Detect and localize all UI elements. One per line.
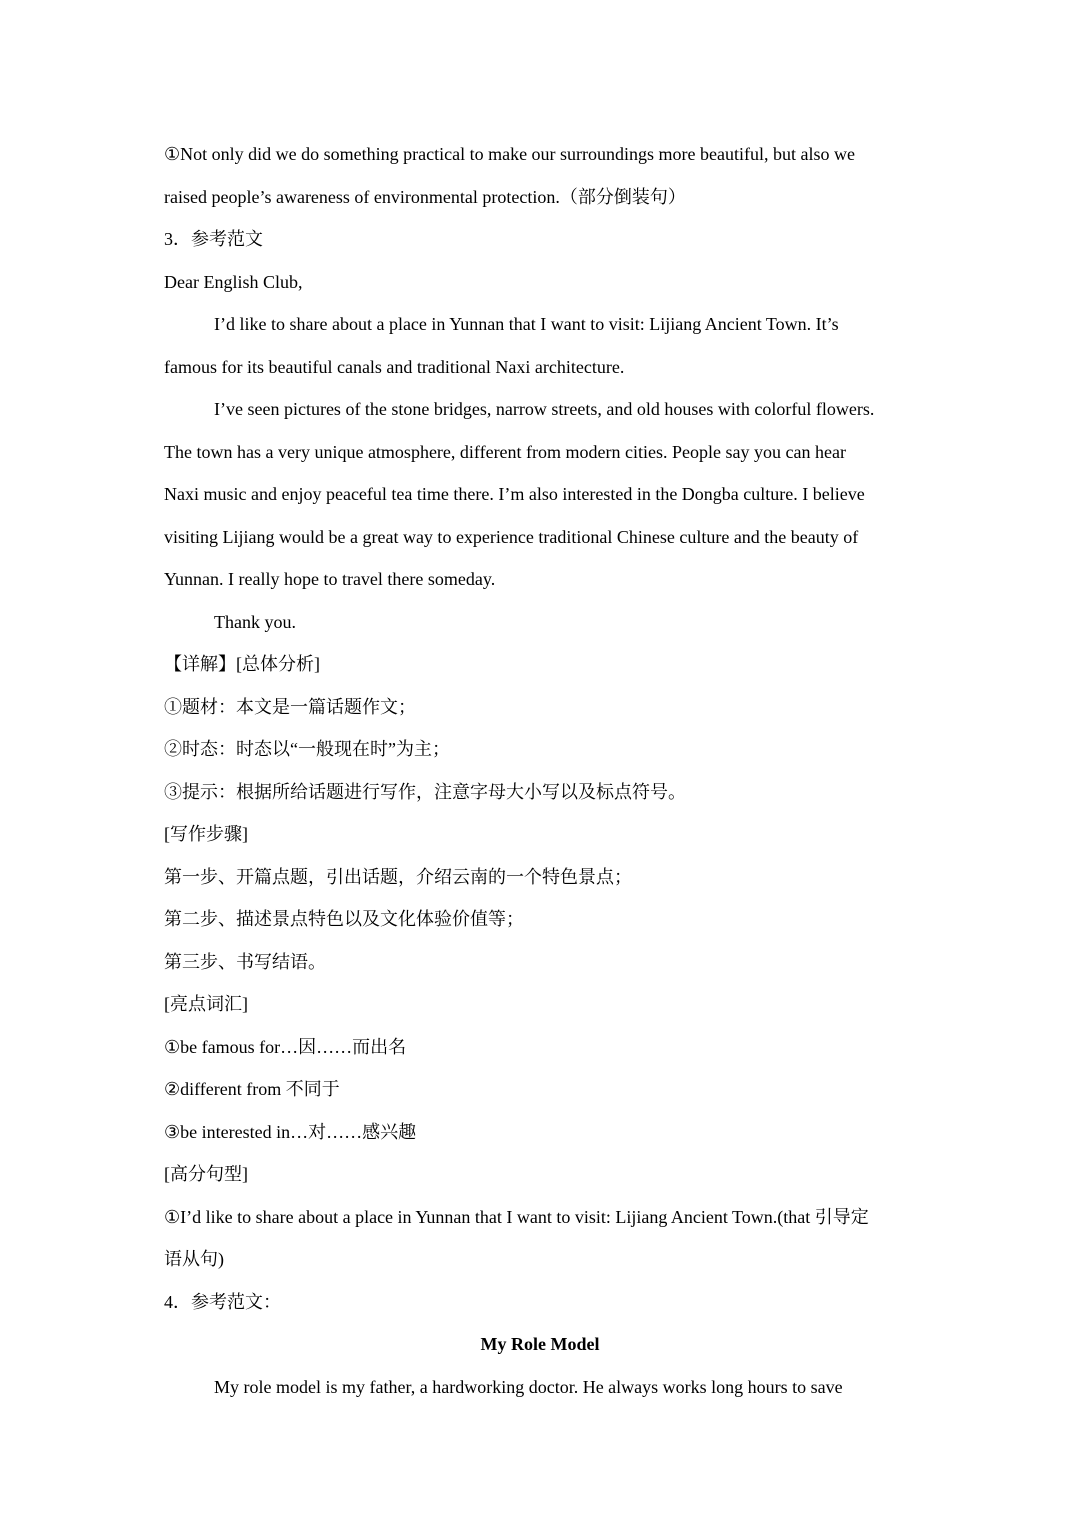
text-line: 4．参考范文： (164, 1291, 281, 1312)
text-line: ①I’d like to share about a place in Yunnan that I want to visit: Lijiang Ancient Town.(that 引导定 (164, 1206, 869, 1227)
text-line: 语从句) (164, 1249, 224, 1269)
text-line: Dear English Club, (164, 271, 303, 292)
text-line: Thank you. (214, 611, 296, 632)
text-line: The town has a very unique atmosphere, different from modern cities. People say you can hear (164, 441, 846, 462)
text-line: ①题材：本文是一篇话题作文； (164, 696, 416, 717)
text-line: 【详解】[总体分析] (164, 654, 320, 674)
essay-title: My Role Model (480, 1334, 600, 1354)
text-line: 第二步、描述景点特色以及文化体验价值等； (164, 909, 524, 929)
document-body (164, 133, 916, 1408)
text-line: ②different from 不同于 (164, 1079, 340, 1099)
text-line: [亮点词汇] (164, 994, 248, 1014)
text-lines (164, 133, 916, 1323)
text-line: ③be interested in…对……感兴趣 (164, 1121, 417, 1142)
text-line: ②时态：时态以“一般现在时”为主； (164, 739, 450, 759)
text-line: [高分句型] (164, 1164, 248, 1184)
text-line: 第三步、书写结语。 (164, 951, 326, 972)
text-line: Naxi music and enjoy peaceful tea time there. I’m also interested in the Dongba culture. I believe (164, 484, 865, 504)
text-line: Yunnan. I really hope to travel there someday. (164, 569, 496, 589)
text-line: 3．参考范文 (164, 229, 263, 249)
text-line: I’d like to share about a place in Yunnan that I want to visit: Lijiang Ancient Town. It’s (214, 314, 839, 334)
text-line: ③提示：根据所给话题进行写作，注意字母大小写以及标点符号。 (164, 781, 686, 802)
text-line: visiting Lijiang would be a great way to experience traditional Chinese culture and the beauty of (164, 526, 859, 547)
text-line: ①Not only did we do something practical to make our surroundings more beautiful, but also we (164, 144, 855, 164)
text-line: 第一步、开篇点题，引出话题，介绍云南的一个特色景点； (164, 866, 632, 887)
text-line: [写作步骤] (164, 824, 248, 844)
text-line: I’ve seen pictures of the stone bridges, narrow streets, and old houses with colorful flowers. (214, 399, 875, 419)
text-line: ①be famous for…因……而出名 (164, 1036, 407, 1057)
text-line: famous for its beautiful canals and traditional Naxi architecture. (164, 356, 625, 377)
text-line: raised people’s awareness of environmental protection.（部分倒装句） (164, 186, 686, 207)
essay-first-line: My role model is my father, a hardworking doctor. He always works long hours to save (214, 1376, 843, 1397)
